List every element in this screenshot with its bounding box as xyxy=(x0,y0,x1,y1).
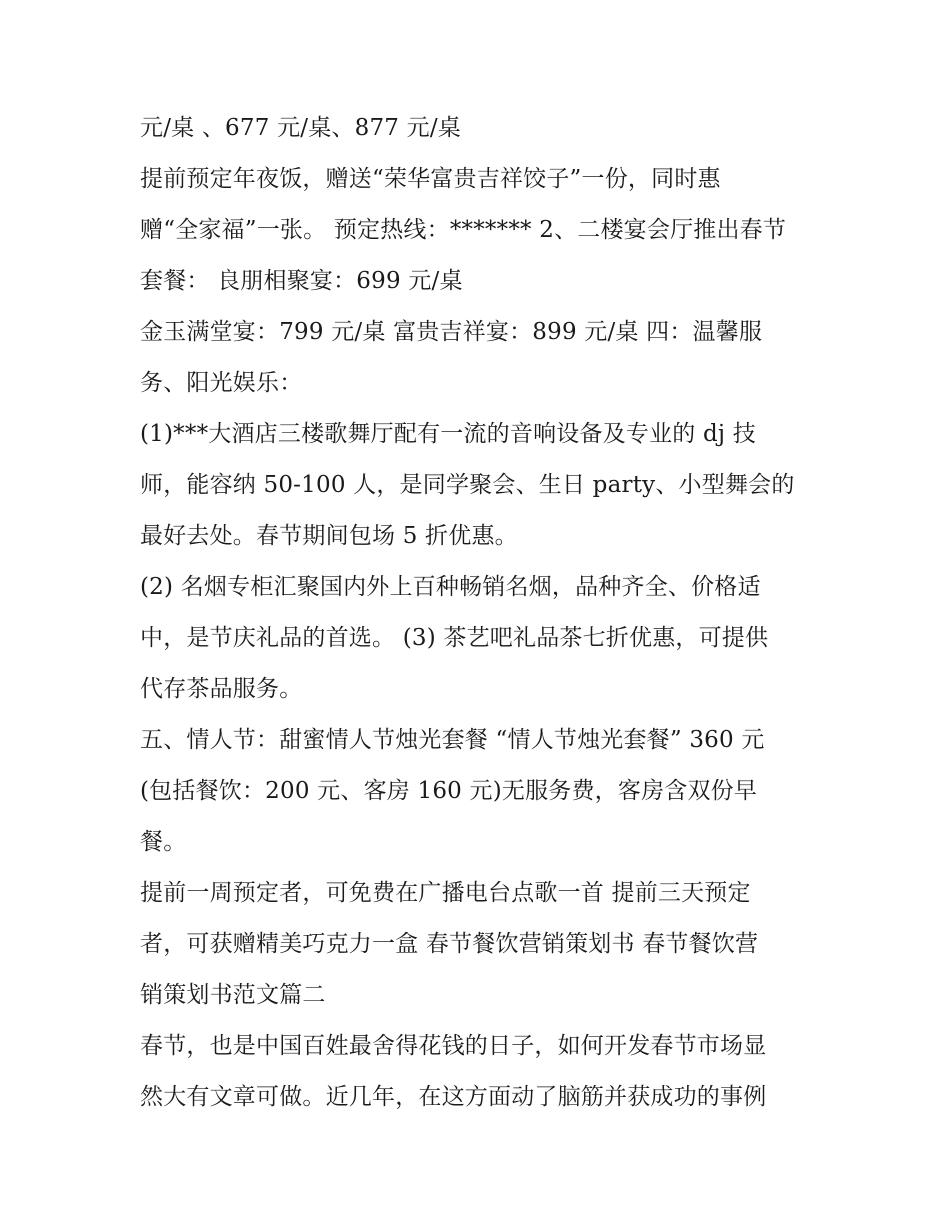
text-line: (1)***大酒店三楼歌舞厅配有一流的音响设备及专业的 dj 技 xyxy=(140,421,756,447)
text-line: 套餐： 良朋相聚宴：699 元/桌 xyxy=(140,268,463,294)
text-line: 餐。 xyxy=(140,829,187,855)
text-line: 春节，也是中国百姓最舍得花钱的日子，如何开发春节市场显 xyxy=(140,1033,767,1059)
text-line: 然大有文章可做。近几年，在这方面动了脑筋并获成功的事例 xyxy=(140,1084,767,1110)
text-line: 代存茶品服务。 xyxy=(140,676,303,702)
text-line: 销策划书范文篇二 xyxy=(140,982,326,1008)
text-line: 最好去处。春节期间包场 5 折优惠。 xyxy=(140,523,518,549)
text-line: 中，是节庆礼品的首选。 (3) 茶艺吧礼品茶七折优惠，可提供 xyxy=(140,625,769,651)
text-line: 提前预定年夜饭，赠送“荣华富贵吉祥饺子”一份，同时惠 xyxy=(140,166,721,192)
text-line: 元/桌 、677 元/桌、877 元/桌 xyxy=(140,115,461,141)
text-line: (包括餐饮：200 元、客房 160 元)无服务费，客房含双份早 xyxy=(140,778,758,804)
text-line: 金玉满堂宴：799 元/桌 富贵吉祥宴：899 元/桌 四：温馨服 xyxy=(140,319,763,345)
text-line: 五、情人节：甜蜜情人节烛光套餐 “情人节烛光套餐” 360 元 xyxy=(140,727,765,753)
text-line: (2) 名烟专柜汇聚国内外上百种畅销名烟，品种齐全、价格适 xyxy=(140,574,761,600)
text-line: 师，能容纳 50-100 人，是同学聚会、生日 party、小型舞会的 xyxy=(140,472,795,498)
text-line: 提前一周预定者，可免费在广播电台点歌一首 提前三天预定 xyxy=(140,880,751,906)
text-line: 者，可获赠精美巧克力一盒 春节餐饮营销策划书 春节餐饮营 xyxy=(140,931,759,957)
text-line: 赠“全家福”一张。 预定热线：******* 2、二楼宴会厅推出春节 xyxy=(140,217,787,243)
text-line: 务、阳光娱乐： xyxy=(140,370,303,396)
